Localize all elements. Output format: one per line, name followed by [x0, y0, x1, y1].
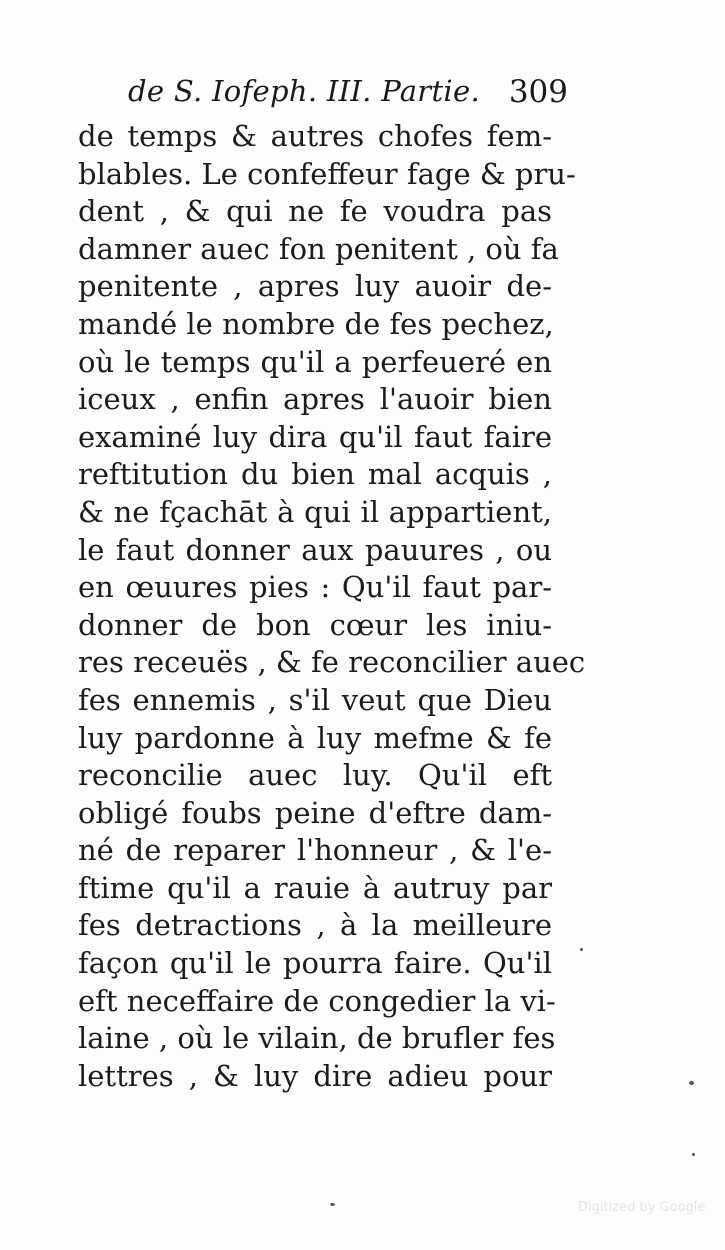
text-line: eft neceffaire de congedier la vi-	[78, 983, 556, 1018]
text-line: luy pardonne à luy mefme & fe	[78, 720, 552, 755]
text-line: reftitution du bien mal acquis ,	[78, 457, 552, 492]
body-text	[78, 118, 586, 1095]
text-line: penitente , apres luy auoir de-	[78, 269, 552, 304]
scan-speck	[692, 1153, 695, 1156]
text-line: obligé foubs peine d'eftre dam-	[78, 795, 552, 830]
text-line: façon qu'il le pourra faire. Qu'il	[78, 946, 552, 981]
text-line: res receuës , & fe reconcilier auec	[78, 645, 586, 680]
text-line: donner de bon cœur les iniu-	[78, 607, 552, 642]
text-line: laine , où le vilain, de brufler fes	[78, 1021, 556, 1056]
text-line: où le temps qu'il a perfeueré en	[78, 344, 552, 379]
text-line: mandé le nombre de fes pechez,	[78, 306, 554, 341]
text-line: en œuures pies : Qu'il faut par-	[78, 570, 552, 605]
scan-speck	[580, 948, 583, 951]
text-line: blables. Le confeffeur fage & pru-	[78, 156, 576, 191]
text-line: le faut donner aux pauures , ou	[78, 532, 552, 567]
text-line: ftime qu'il a rauie à autruy par	[78, 870, 552, 905]
running-title: de S. Iofeph. III. Partie.	[128, 74, 480, 108]
watermark: Digitized by Google	[578, 1200, 706, 1215]
text-line: fes ennemis , s'il veut que Dieu	[78, 682, 552, 717]
text-line: examiné luy dira qu'il faut faire	[78, 419, 552, 454]
text-line: damner auec fon penitent , où fa	[78, 231, 559, 266]
text-line: de temps & autres chofes fem-	[78, 119, 552, 153]
text-line: dent , & qui ne fe voudra pas	[78, 194, 552, 229]
scan-speck	[689, 1081, 694, 1085]
text-line: reconcilie auec luy. Qu'il eft	[78, 758, 552, 793]
page-number: 309	[508, 74, 568, 110]
page-header	[128, 74, 568, 118]
text-line: fes detractions , à la meilleure	[78, 908, 552, 943]
text-line: iceux , enfin apres l'auoir bien	[78, 382, 552, 417]
text-line: lettres , & luy dire adieu pour	[78, 1058, 552, 1093]
text-line: né de reparer l'honneur , & l'e-	[78, 833, 552, 868]
scan-speck	[330, 1203, 335, 1206]
text-line: & ne fçachāt à qui il appartient,	[78, 494, 552, 529]
